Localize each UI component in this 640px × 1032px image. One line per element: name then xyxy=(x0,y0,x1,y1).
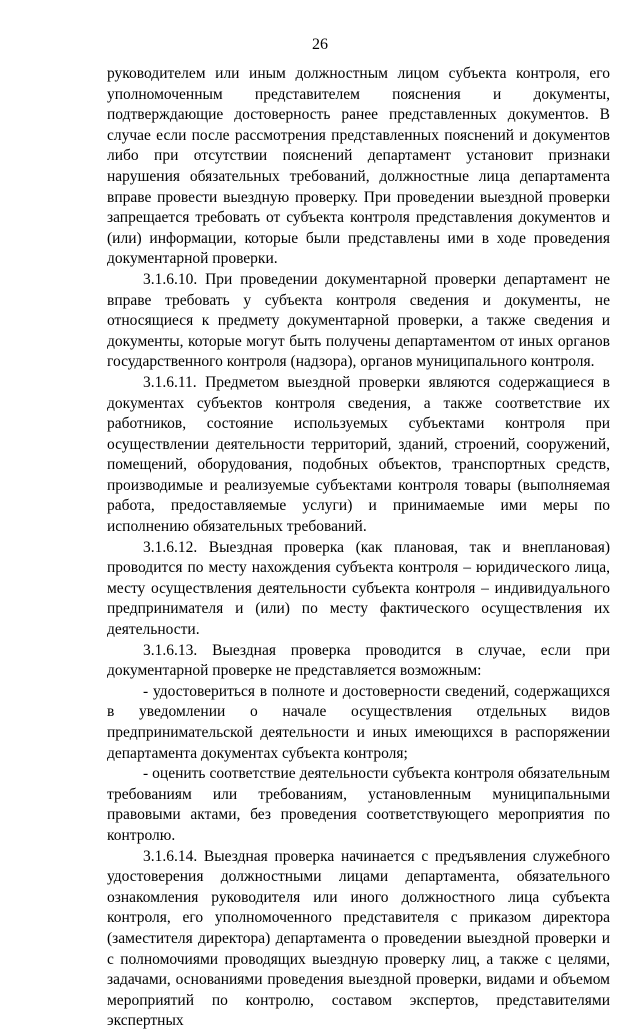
page-number: 26 xyxy=(312,36,328,53)
list-item-assess-compliance: - оценить соответствие деятельности субъекта контроля обязательным требованиям или требованиям, установленным муниципальными правовыми актами, без проведения соответствующего мероприятия по контролю. xyxy=(107,765,610,844)
list-item-verify-completeness: - удостовериться в полноте и достоверности сведений, содержащихся в уведомлении о начале осуществления отдельных видов предпринимательской деятельности и иных имеющихся в распоряжении департамента документах субъекта контроля; xyxy=(107,682,610,762)
paragraph-3-1-6-12: 3.1.6.12. Выездная проверка (как плановая, так и внеплановая) проводится по месту нахождения субъекта контроля – юридического лица, месту осуществления деятельности субъекта контроля – индивидуального предпринимателя и (или) по месту фактического осуществления их деятельности. xyxy=(107,538,610,639)
paragraph-continuation: руководителем или иным должностным лицом субъекта контроля, его уполномоченным представителем пояснения и документы, подтверждающие достоверность ранее представленных документов. В случае если после рассмотрения представленных пояснений и документов либо при отсутствии пояснений департамент установит признаки нарушения обязательных требований, должностные лица департамента вправе провести выездную проверку. При проведении выездной проверки запрещается требовать от субъекта контроля представления документов и (или) информации, которые были представлены ими в ходе проведения документарной проверки. xyxy=(107,65,610,268)
document-body xyxy=(107,64,610,1032)
paragraph-3-1-6-10: 3.1.6.10. При проведении документарной проверки департамент не вправе требовать у субъекта контроля сведения и документы, не относящиеся к предмету документарной проверки, а также сведения и документы, которые могут быть получены департаментом от иных органов государственного контроля (надзора), органов муниципального контроля. xyxy=(107,270,610,371)
paragraph-3-1-6-13: 3.1.6.13. Выездная проверка проводится в случае, если при документарной проверке не представляется возможным: xyxy=(107,641,610,680)
paragraph-3-1-6-11: 3.1.6.11. Предметом выездной проверки являются содержащиеся в документах субъектов контроля сведения, а также соответствие их работников, состояние используемых субъектами контроля при осуществлении деятельности территорий, зданий, строений, сооружений, помещений, оборудования, подобных объектов, транспортных средств, производимые и реализуемые субъектами контроля товары (выполняемая работа, предоставляемые услуги) и принимаемые ими меры по исполнению обязательных требований. xyxy=(107,373,610,536)
paragraph-3-1-6-14: 3.1.6.14. Выездная проверка начинается с предъявления служебного удостоверения должностными лицами департамента, обязательного ознакомления руководителя или иного должностного лица субъекта контроля, его уполномоченного представителя с приказом директора (заместителя директора) департамента о проведении выездной проверки и с полномочиями проводящих выездную проверку лиц, а также с целями, задачами, основаниями проведения выездной проверки, видами и объемом мероприятий по контролю, составом экспертов, представителями экспертных xyxy=(107,847,610,1030)
